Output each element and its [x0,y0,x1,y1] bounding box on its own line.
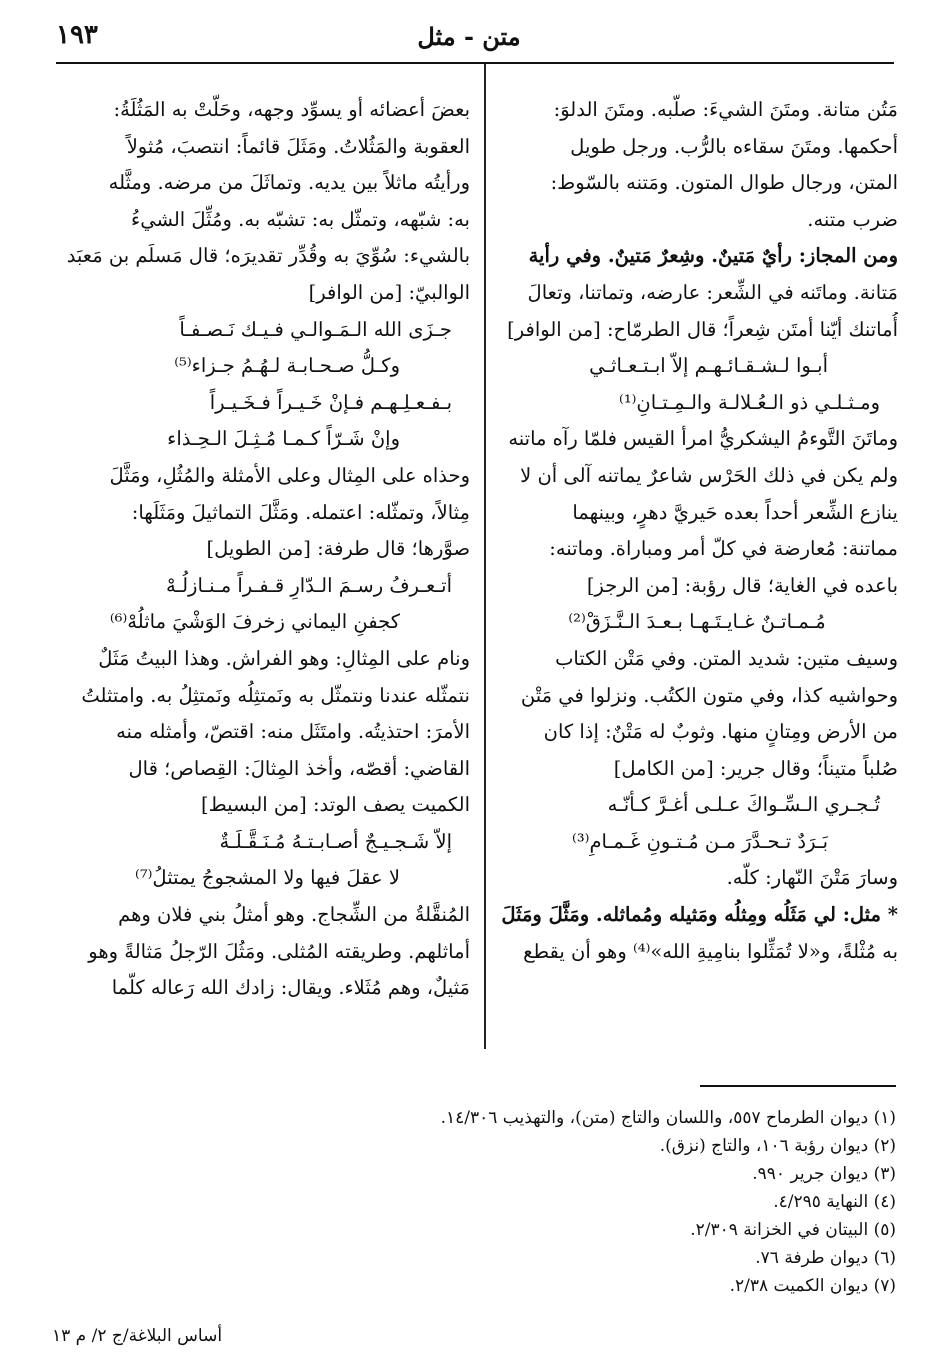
text-line: مَتُن متانة. ومتَنَ الشيءَ: صلّبه. ومتَنَ الدلوَ: [553,98,898,121]
text-line: بعضَ أعضائه أو يسوِّد وجهه، وحَلّتْ به المَثُلَةُ: [113,98,470,121]
verse-line: أبـوا لـشـقـائـهـم إلاّ ابـتـعـاثـي [589,354,828,378]
text-line: ينازع الشِّعر أحداً بعده حَيريَّ دهرٍ، وبينهما [572,500,898,524]
text-line: ضرب متنه. [807,207,898,231]
text-line: من الأرض ومِتانٍ منها. وثوبٌ له مَتْنٌ: إذا كان [543,720,898,744]
footnote-2: (٢) ديوان رؤبة ١٠٦، والتاج (نزق). [659,1136,896,1156]
footnote-4: (٤) النهاية ٤/٢٩٥. [773,1192,896,1212]
column-divider [484,64,486,1049]
text-line: المُنقَّلةُ من الشِّجاج. وهو أمثلُ بني فلان وهم [118,903,470,927]
verse-line: وكـلُّ صـحـابـة لـهُـمُ جـزاء⁽⁵⁾ [174,354,400,378]
footer-reference: أساس البلاغة/ج ٢/ م ١٣ [52,1326,223,1346]
text-line: وحواشيه كذا، وفي متون الكتُب. ونزلوا في مَتْن [520,683,898,707]
text-line: القاضي: أقصّه، وأخذ المِثالَ: القِصاص؛ قال [128,756,470,780]
verse-line: لا عقلَ فيها ولا المشجوجُ يمتثلُ⁽⁷⁾ [135,866,400,890]
text-line: بالشيء: سُوِّيَ به وقُدِّر تقديرَه؛ قال مَسلَم بن مَعبَد [66,244,470,268]
text-line: صوَّرها؛ قال طرفة: [من الطويل] [206,537,470,561]
verse-line: وإنْ شَـرّاً كـمـا مُـثِـلَ الـحِـذاء [167,427,400,451]
verse-line: جـزَى الله الـمَـوالـي فـيـك نَـصـفـاً [179,317,452,341]
text-line: مَثيلٌ، وهم مُثَلاء. ويقال: زادك الله رَعاله كلّما [111,976,470,1000]
text-line: ولم يكن في ذلك الحَرْس شاعرٌ يماتنه آلى أن لا [520,463,898,487]
text-line: الأمرَ: احتذيتُه. وامتَثَل منه: اقتصّ، وأمثله منه [116,720,470,744]
text-line: وسارَ مَتْنَ النّهار: كلّه. [726,866,898,890]
footnote-7: (٧) ديوان الكميت ٢/٣٨. [729,1276,896,1296]
text-line: به مُثْلةً، و«لا تُمَثِّلوا بنامِيةِ الله»⁽⁴⁾ وهو أن يقطع [523,939,898,963]
page-number: ١٩٣ [56,20,98,50]
verse-line: كجفنِ اليماني زخرفَ الوَشْيَ ماثلُهْ⁽⁶⁾ [109,610,400,634]
page-header-title: متن - مثل [417,22,521,51]
verse-line: إلاّ شَـجـيـجٌ أصـابـتـهُ مُـنَـقَّـلَـةٌ [219,829,452,853]
right-column [496,92,898,970]
text-line: مِثالاً، وتمثّله: اعتمله. ومَثَّلَ التماثيلَ ومَثَلَها: [131,500,470,524]
text-line: مماتنة: مُعارضة في كلّ أمر ومباراة. وماتنه: [549,537,898,561]
footnote-3: (٣) ديوان جرير ٩٩٠. [752,1164,896,1184]
text-line: وسيف متين: شديد المتن. وفي مَتْن الكتاب [555,646,898,670]
text-line: ونام على المِثالِ: وهو الفراش. وهذا البيتُ مَثَلٌ [98,646,470,670]
text-line: وحذاه على المِثال وعلى الأمثلة والمُثُلِ، ومَثَّلَ [109,463,470,487]
footnotes [256,1104,896,1300]
text-line: أحكمها. ومتَنَ سقاءه بالرُّب. ورجل طويل [570,134,898,158]
text-line: وماتَنَ التَّوءمُ اليشكريُّ امرأ القيس فلمّا رآه ماتنه [508,427,898,451]
text-line: العقوبة والمَثُلاتُ. ومَثَلَ قائماً: انتصبَ، مُثولاً [126,134,470,158]
verse-line: بـفـعـلِـهـم فـإنْ خَـيـراً فـخَـيـراً [209,390,452,414]
text-line: ومن المجاز: رأيٌ مَتينٌ. وشِعرٌ مَتينٌ. وفي رأية [528,244,898,268]
text-line: صُلباً متيناً؛ وقال جرير: [من الكامل] [613,756,898,780]
text-line: المتن، ورجال طوال المتون. ومَتنه بالسّوط: [550,171,898,195]
verse-line: بَـرَدٌ تـحـدَّرَ مـن مُـتـونِ غَـمـامِ⁽³⁾ [572,829,828,853]
verse-line: مُـمـاتـنٌ غـايـتَـهـا بـعـدَ الـنَّـزَقْ⁽²⁾ [568,610,826,634]
text-line: ورأيتُه ماثلاً بين يديه. وتماثَلَ من مرضه. ومثَّله [108,171,470,195]
left-column [50,92,470,1007]
footnote-divider [700,1085,896,1087]
text-line: نتمثّله عندنا ونتمثّل به ونَمتثِلُه ونَمتثِلُ به. وامتثلتُ [81,683,470,707]
text-line: الكميت يصف الوتد: [من البسيط] [201,793,470,817]
verse-line: تُـجـري الـسِّـواكَ عـلـى أغـرَّ كـأنّـه [607,793,880,817]
text-line: الوالبيّ: [من الوافر] [308,280,470,304]
verse-line: أتـعـرفُ رسـمَ الـدّارِ قـفـراً مـنـازلُـهْ [165,573,452,597]
text-line: به: شبّهه، وتمثّل به: تشبّه به. ومُثِّلَ الشيءُ [131,207,470,231]
header-divider [56,62,894,64]
verse-line: ومـثـلـي ذو الـعُـلالـة والـمِـتـانِ⁽¹⁾ [619,390,880,414]
footnote-5: (٥) البيتان في الخزانة ٢/٣٠٩. [690,1220,896,1240]
entry-heading-line: * مثل: لي مَثَلُه ومِثلُه ومَثيله ومُماثله. ومَثَّلَ ومَثَلَ [501,903,898,927]
text-line: أُماتنك أيّنا أمتَن شِعراً؛ قال الطرمّاح: [من الوافر] [507,317,898,341]
text-line: مَتانة. وماتَنه في الشِّعر: عارضه، وتماتنا، وتعالَ [527,280,898,304]
footnote-1: (١) ديوان الطرماح ٥٥٧، واللسان والتاج (متن)، والتهذيب ١٤/٣٠٦. [440,1108,896,1128]
text-line: أماثلهم. وطريقته المُثلى. ومَثُلَ الرّجلُ مَثالةً وهو [88,939,470,963]
footnote-6: (٦) ديوان طرفة ٧٦. [755,1248,896,1268]
text-line: باعده في الغاية؛ قال رؤبة: [من الرجز] [586,573,898,597]
